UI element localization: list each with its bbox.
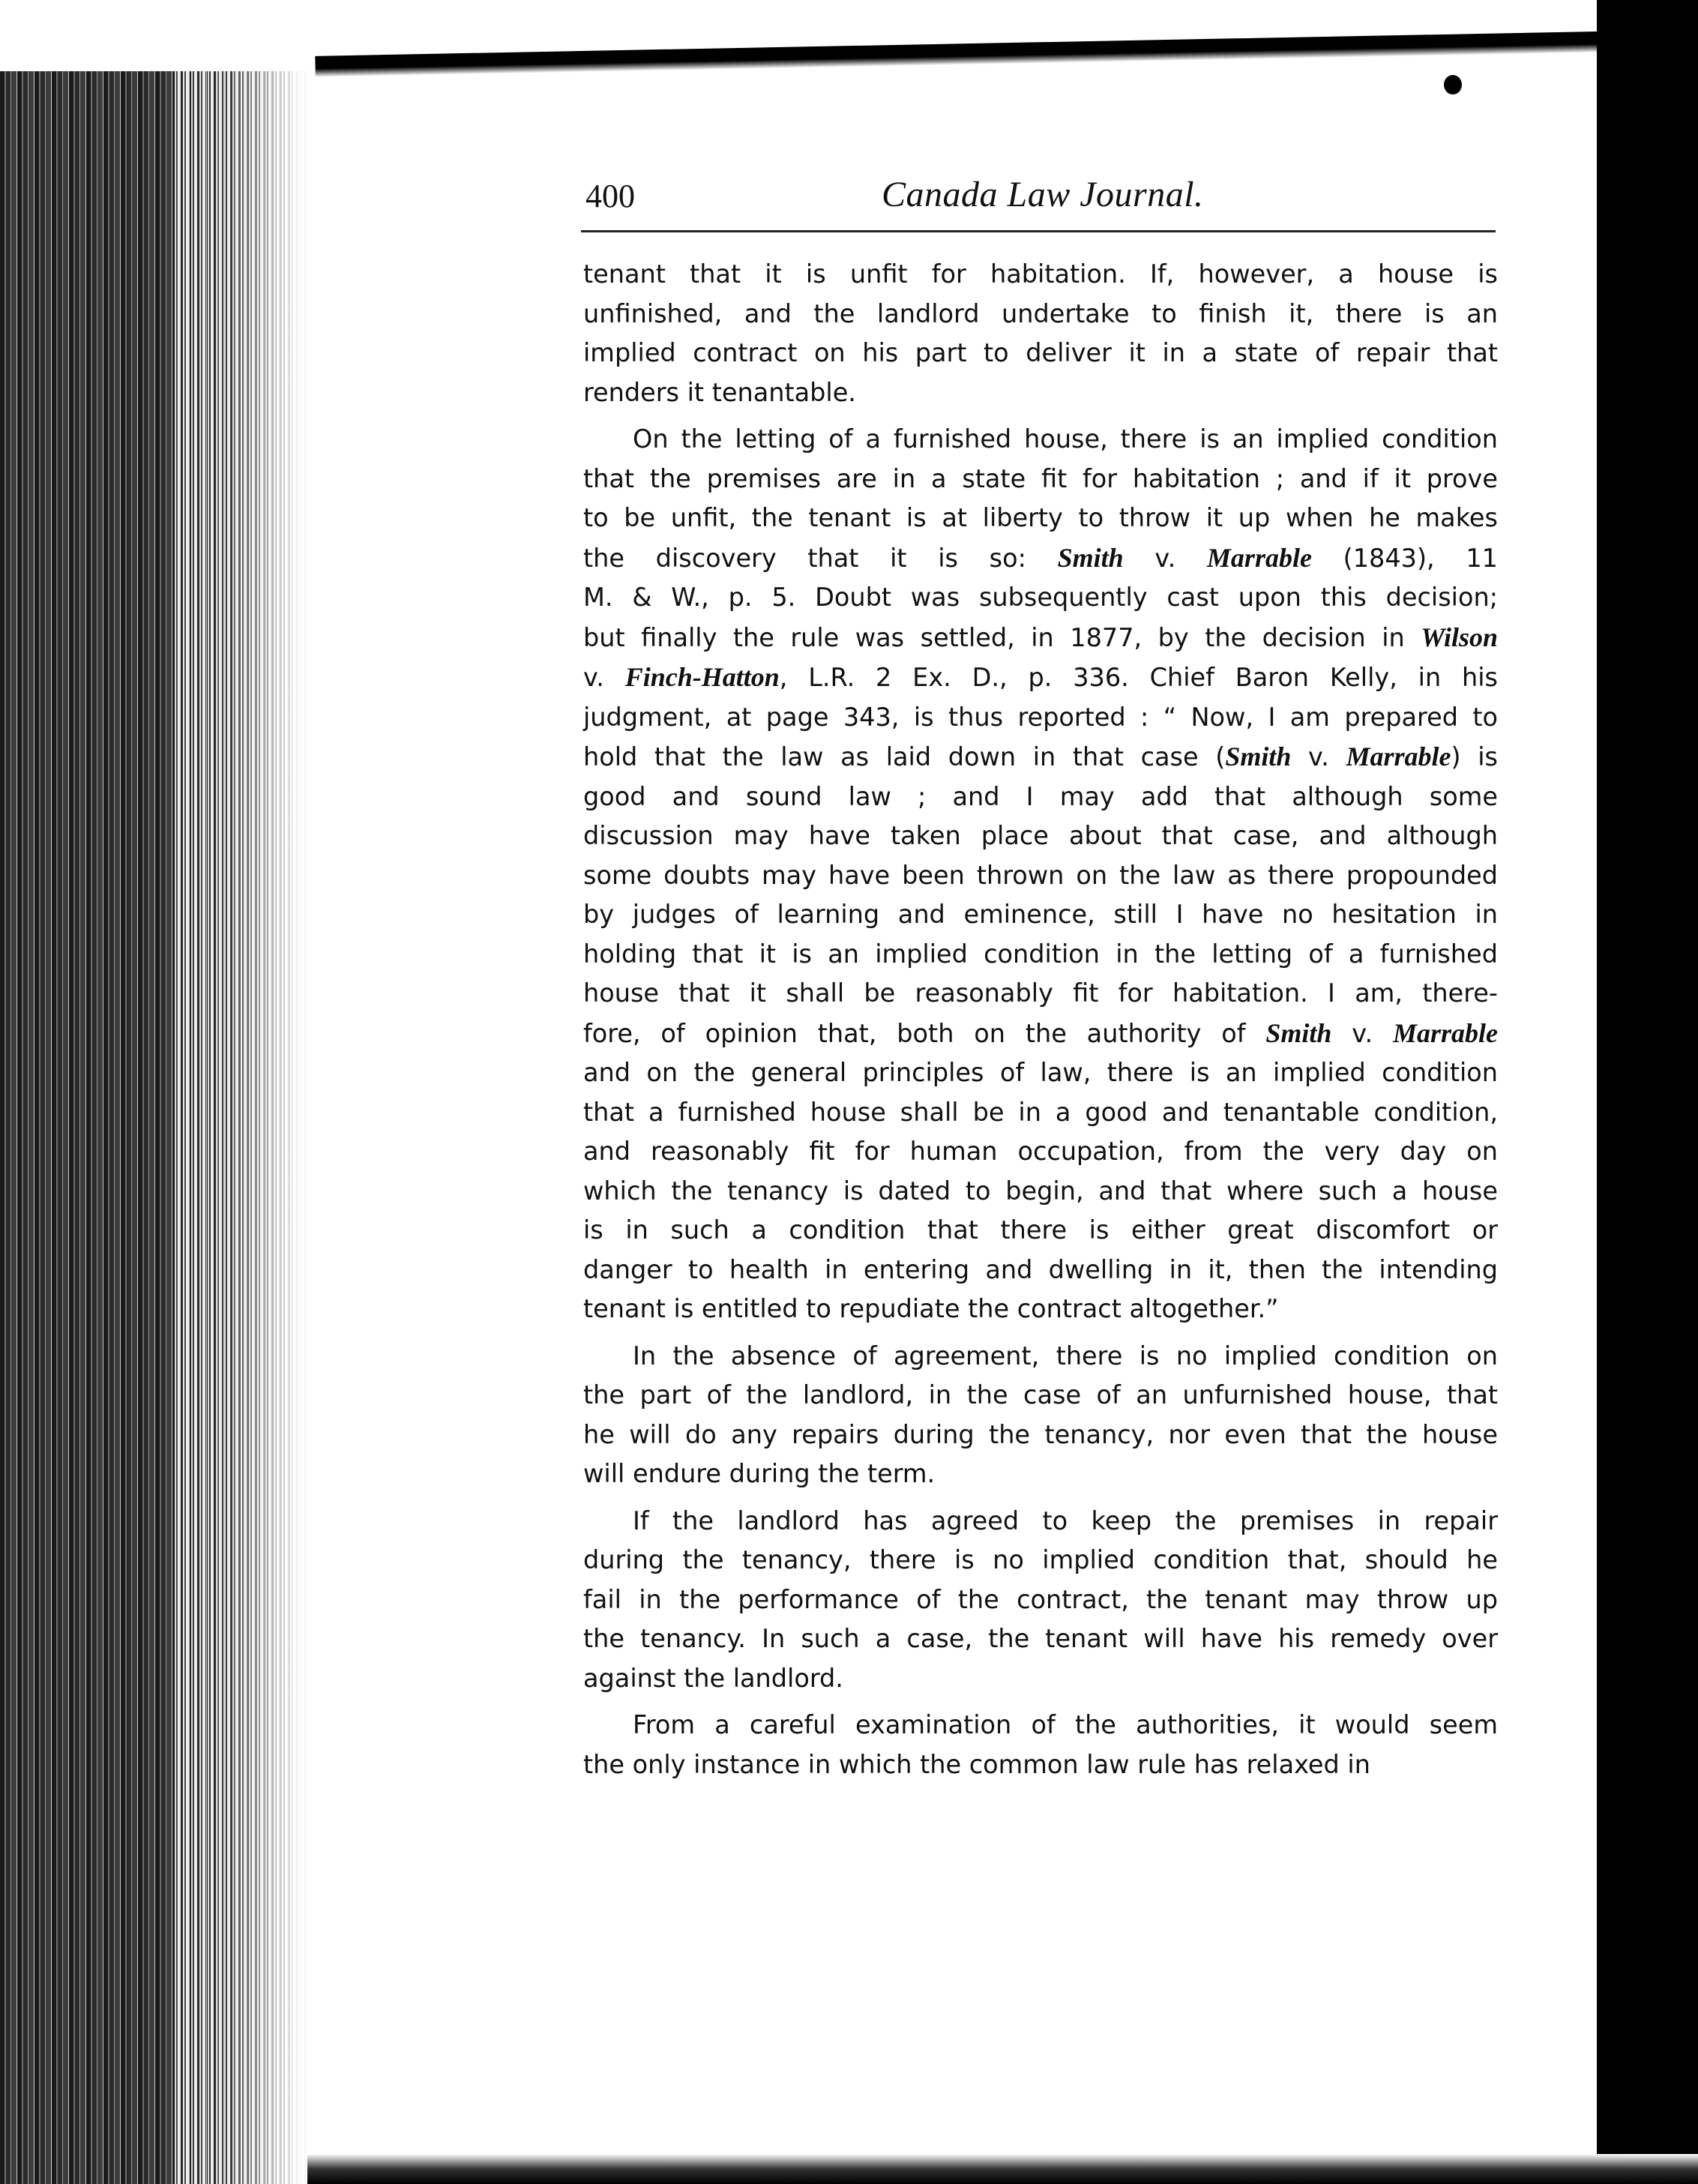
text-line: implied contract on his part to deliver it in a state of repair that bbox=[583, 338, 1498, 367]
paragraph-gap bbox=[583, 1329, 1498, 1337]
text-line: renders it tenantable. bbox=[583, 377, 856, 407]
paragraph-gap bbox=[583, 1494, 1498, 1502]
text-line: danger to health in entering and dwelling in it, then the intending bbox=[583, 1254, 1498, 1284]
text-line: tenant is entitled to repudiate the contract altogether.” bbox=[583, 1294, 1279, 1323]
text-line: but finally the rule was settled, in 1877, by the decision in Wilson bbox=[583, 622, 1498, 652]
text-line: fail in the performance of the contract, the tenant may throw up bbox=[583, 1584, 1498, 1614]
page-number: 400 bbox=[585, 178, 635, 214]
text-line: the only instance in which the common law rule has relaxed in bbox=[583, 1749, 1370, 1779]
text-line: unfinished, and the landlord undertake to finish it, there is an bbox=[583, 298, 1498, 328]
paragraph bbox=[583, 255, 1498, 412]
text-line: is in such a condition that there is either great discomfort or bbox=[583, 1215, 1498, 1245]
text-line: In the absence of agreement, there is no implied condition on bbox=[633, 1341, 1498, 1371]
binding-shadow bbox=[225, 71, 330, 2184]
text-line: house that it shall be reasonably fit for habitation. I am, there- bbox=[583, 978, 1498, 1008]
text-line: good and sound law ; and I may add that although some bbox=[583, 781, 1498, 811]
paragraph bbox=[583, 420, 1498, 1329]
ink-dot bbox=[1444, 75, 1462, 94]
paragraph-gap bbox=[583, 1698, 1498, 1706]
header-rule bbox=[581, 230, 1496, 232]
text-line: that a furnished house shall be in a good and tenantable condition, bbox=[583, 1097, 1498, 1127]
text-line: tenant that it is unfit for habitation. If, however, a house is bbox=[583, 259, 1498, 289]
article-body bbox=[583, 255, 1498, 1784]
text-line: discussion may have taken place about that case, and although bbox=[583, 821, 1498, 850]
text-line: the tenancy. In such a case, the tenant will have his remedy over bbox=[583, 1624, 1498, 1653]
text-line: v. Finch-Hatton, L.R. 2 Ex. D., p. 336. Chief Baron Kelly, in his bbox=[583, 662, 1498, 692]
text-line: the discovery that it is so: Smith v. Marrable (1843), 11 bbox=[583, 542, 1498, 573]
text-line: and on the general principles of law, there is an implied condition bbox=[583, 1058, 1498, 1087]
journal-title: Canada Law Journal. bbox=[882, 175, 1204, 214]
text-line: to be unfit, the tenant is at liberty to throw it up when he makes bbox=[583, 503, 1498, 532]
text-line: against the landlord. bbox=[583, 1663, 843, 1693]
text-line: some doubts may have been thrown on the law as there propounded bbox=[583, 860, 1498, 890]
paragraph-gap bbox=[583, 412, 1498, 420]
text-line: that the premises are in a state fit for habitation ; and if it prove bbox=[583, 463, 1498, 493]
text-line: fore, of opinion that, both on the authority of Smith v. Marrable bbox=[583, 1017, 1498, 1048]
running-header bbox=[585, 177, 1493, 222]
text-line: judgment, at page 343, is thus reported : “ Now, I am prepared to bbox=[583, 702, 1498, 732]
text-line: M. & W., p. 5. Doubt was subsequently cast upon this decision; bbox=[583, 583, 1498, 612]
text-line: On the letting of a furnished house, there is an implied condition bbox=[633, 424, 1498, 454]
right-border bbox=[1597, 0, 1698, 2184]
text-line: which the tenancy is dated to begin, and that where such a house bbox=[583, 1176, 1498, 1206]
paragraph bbox=[583, 1337, 1498, 1494]
paragraph bbox=[583, 1706, 1498, 1784]
text-line: during the tenancy, there is no implied condition that, should he bbox=[583, 1545, 1498, 1574]
bottom-border bbox=[307, 2154, 1698, 2184]
text-line: hold that the law as laid down in that case (Smith v. Marrable) is bbox=[583, 741, 1498, 771]
text-line: will endure during the term. bbox=[583, 1459, 936, 1488]
text-line: If the landlord has agreed to keep the premises in repair bbox=[633, 1505, 1498, 1535]
text-line: by judges of learning and eminence, still I have no hesitation in bbox=[583, 900, 1498, 929]
text-line: the part of the landlord, in the case of an unfurnished house, that bbox=[583, 1380, 1498, 1410]
text-line: From a careful examination of the authorities, it would seem bbox=[633, 1710, 1498, 1739]
text-line: holding that it is an implied condition in the letting of a furnished bbox=[583, 939, 1498, 969]
text-line: and reasonably fit for human occupation, from the very day on bbox=[583, 1137, 1498, 1166]
paragraph bbox=[583, 1502, 1498, 1699]
text-line: he will do any repairs during the tenancy, nor even that the house bbox=[583, 1419, 1498, 1449]
